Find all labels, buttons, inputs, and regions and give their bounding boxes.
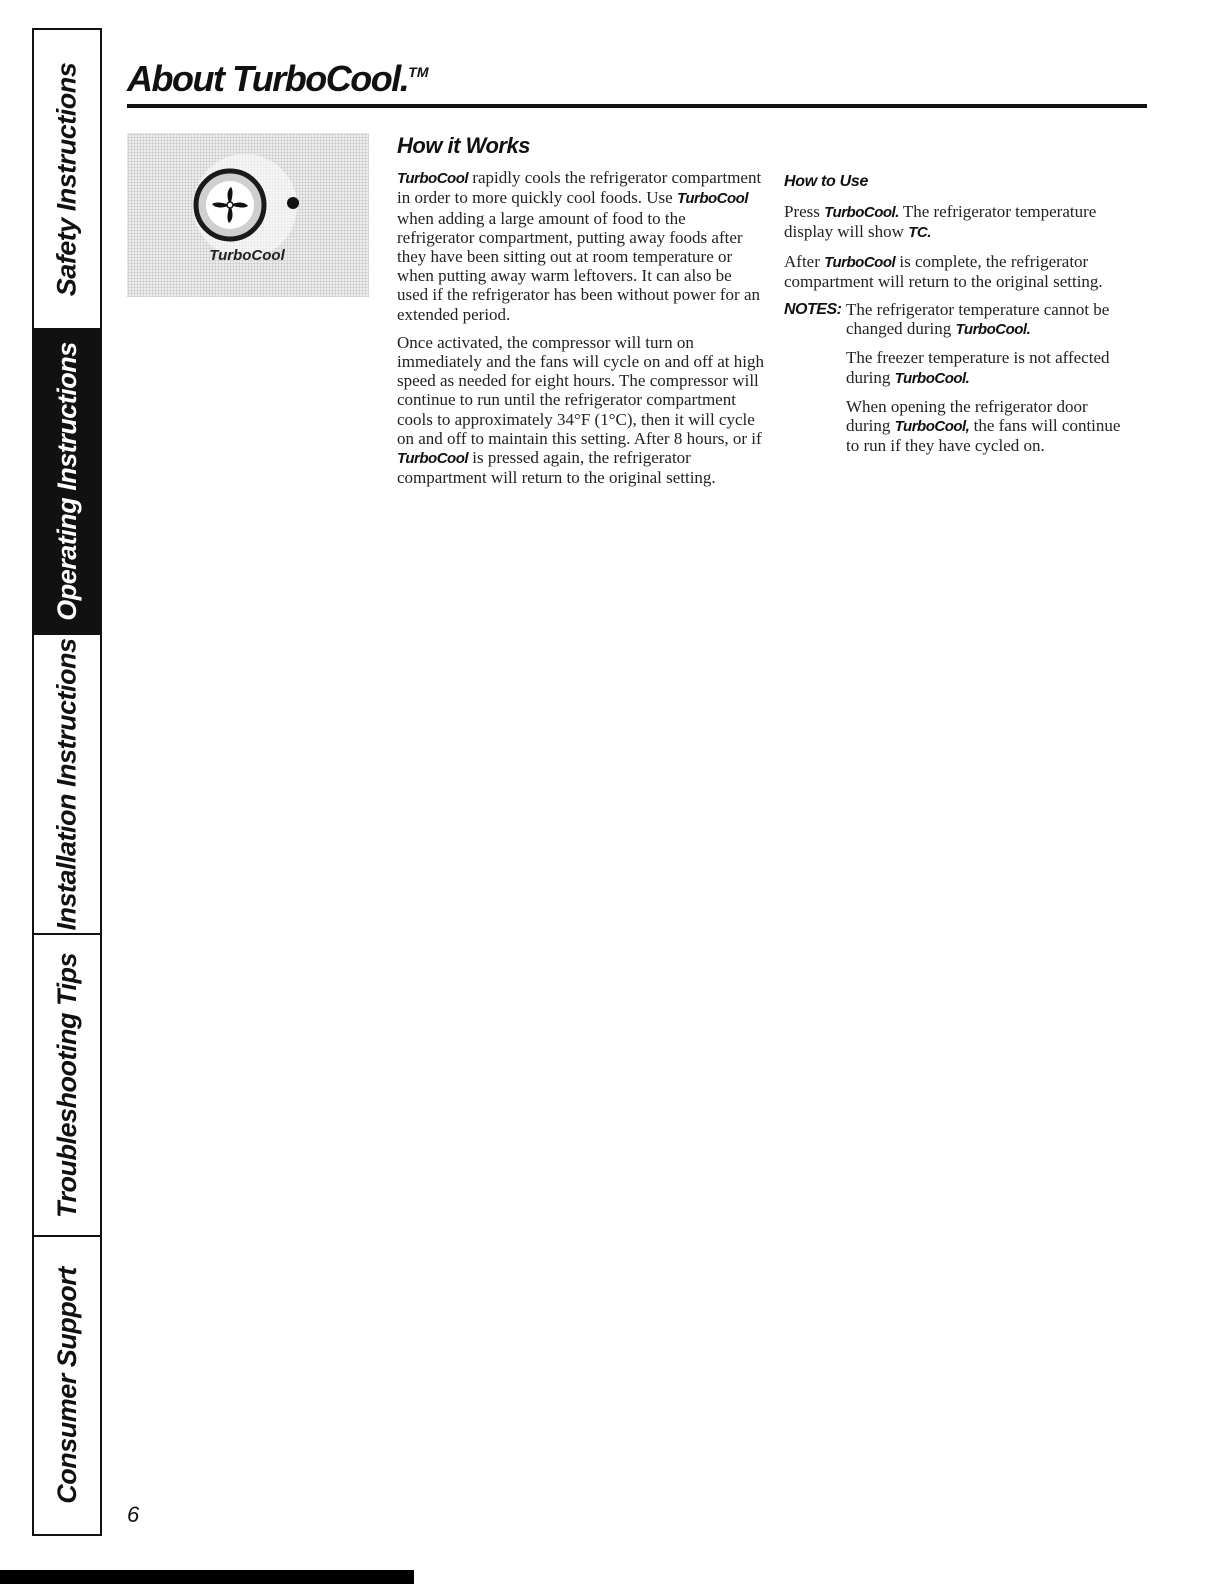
tab-consumer-support[interactable] [34,1237,100,1534]
tab-safety-instructions[interactable] [34,30,100,330]
turbocool-button-graphic [127,133,369,297]
indicator-light-icon [287,197,299,209]
how-to-use-section [784,172,1129,464]
tab-label: Operating Instructions [51,342,82,621]
notes-block [784,300,1129,348]
notes-label: NOTES: [784,301,842,319]
product-term: TurboCool. [955,321,1031,339]
product-term: TurboCool, [894,418,970,436]
how-to-use-paragraph-1: Press TurboCool. The refrigerator temperature display will show TC. [784,202,1097,242]
page-number: 6 [127,1502,140,1527]
turbocool-button-image [127,133,369,297]
title-rule [127,104,1147,108]
turbocool-button-label: TurboCool [209,247,285,264]
tab-label: Troubleshooting Tips [51,952,82,1218]
how-it-works-section [397,133,767,496]
footer-bar [0,1570,414,1584]
note-2: The freezer temperature is not affected during TurboCool. [846,348,1110,387]
product-term: TurboCool [397,450,469,468]
tab-label: Consumer Support [51,1267,82,1504]
section-tabs [32,28,102,1536]
tab-troubleshooting-tips[interactable] [34,935,100,1237]
tab-label: Safety Instructions [51,62,82,296]
product-term: TurboCool [676,190,749,208]
how-to-use-heading: How to Use [784,173,869,190]
how-it-works-paragraph-1: TurboCool rapidly cools the refrigerator compartment in order to more quickly cool foods. Use TurboCool when adding a large amount of food to the refrigerator compartment, putting away foods after they have been sitting out at room temperature or when putting away warm leftovers. It can also be used if the refrigerator has been without power for an extended period. [397,168,762,324]
how-it-works-heading: How it Works [397,133,530,158]
how-to-use-paragraph-2: After TurboCool is complete, the refrigerator compartment will return to the original setting. [784,251,1103,291]
product-term: TC. [908,224,931,242]
product-term: TurboCool. [824,204,899,222]
product-term: TurboCool [824,253,896,271]
how-it-works-paragraph-2: Once activated, the compressor will turn on immediately and the fans will cycle on and off at high speed as needed for eight hours. The compressor will continue to run until the refrigerator compartment cools to approximately 34°F (1°C), then it will cycle on and off to maintain this setting. After 8 hours, or if TurboCool is pressed again, the refrigerator compartment will return to the original setting. [397,332,764,488]
tab-label: Installation Instructions [51,637,82,931]
note-1: The refrigerator temperature cannot be changed during TurboCool. [846,300,1110,339]
tab-installation-instructions[interactable] [34,635,100,935]
tab-operating-instructions[interactable] [34,330,100,635]
note-3: When opening the refrigerator door during TurboCool, the fans will continue to run if they have cycled on. [846,396,1121,456]
product-term: TurboCool. [894,369,970,387]
page-title: About TurboCool.™ [127,58,429,99]
trademark-mark: TM [408,64,429,80]
product-term: TurboCool [397,170,469,188]
